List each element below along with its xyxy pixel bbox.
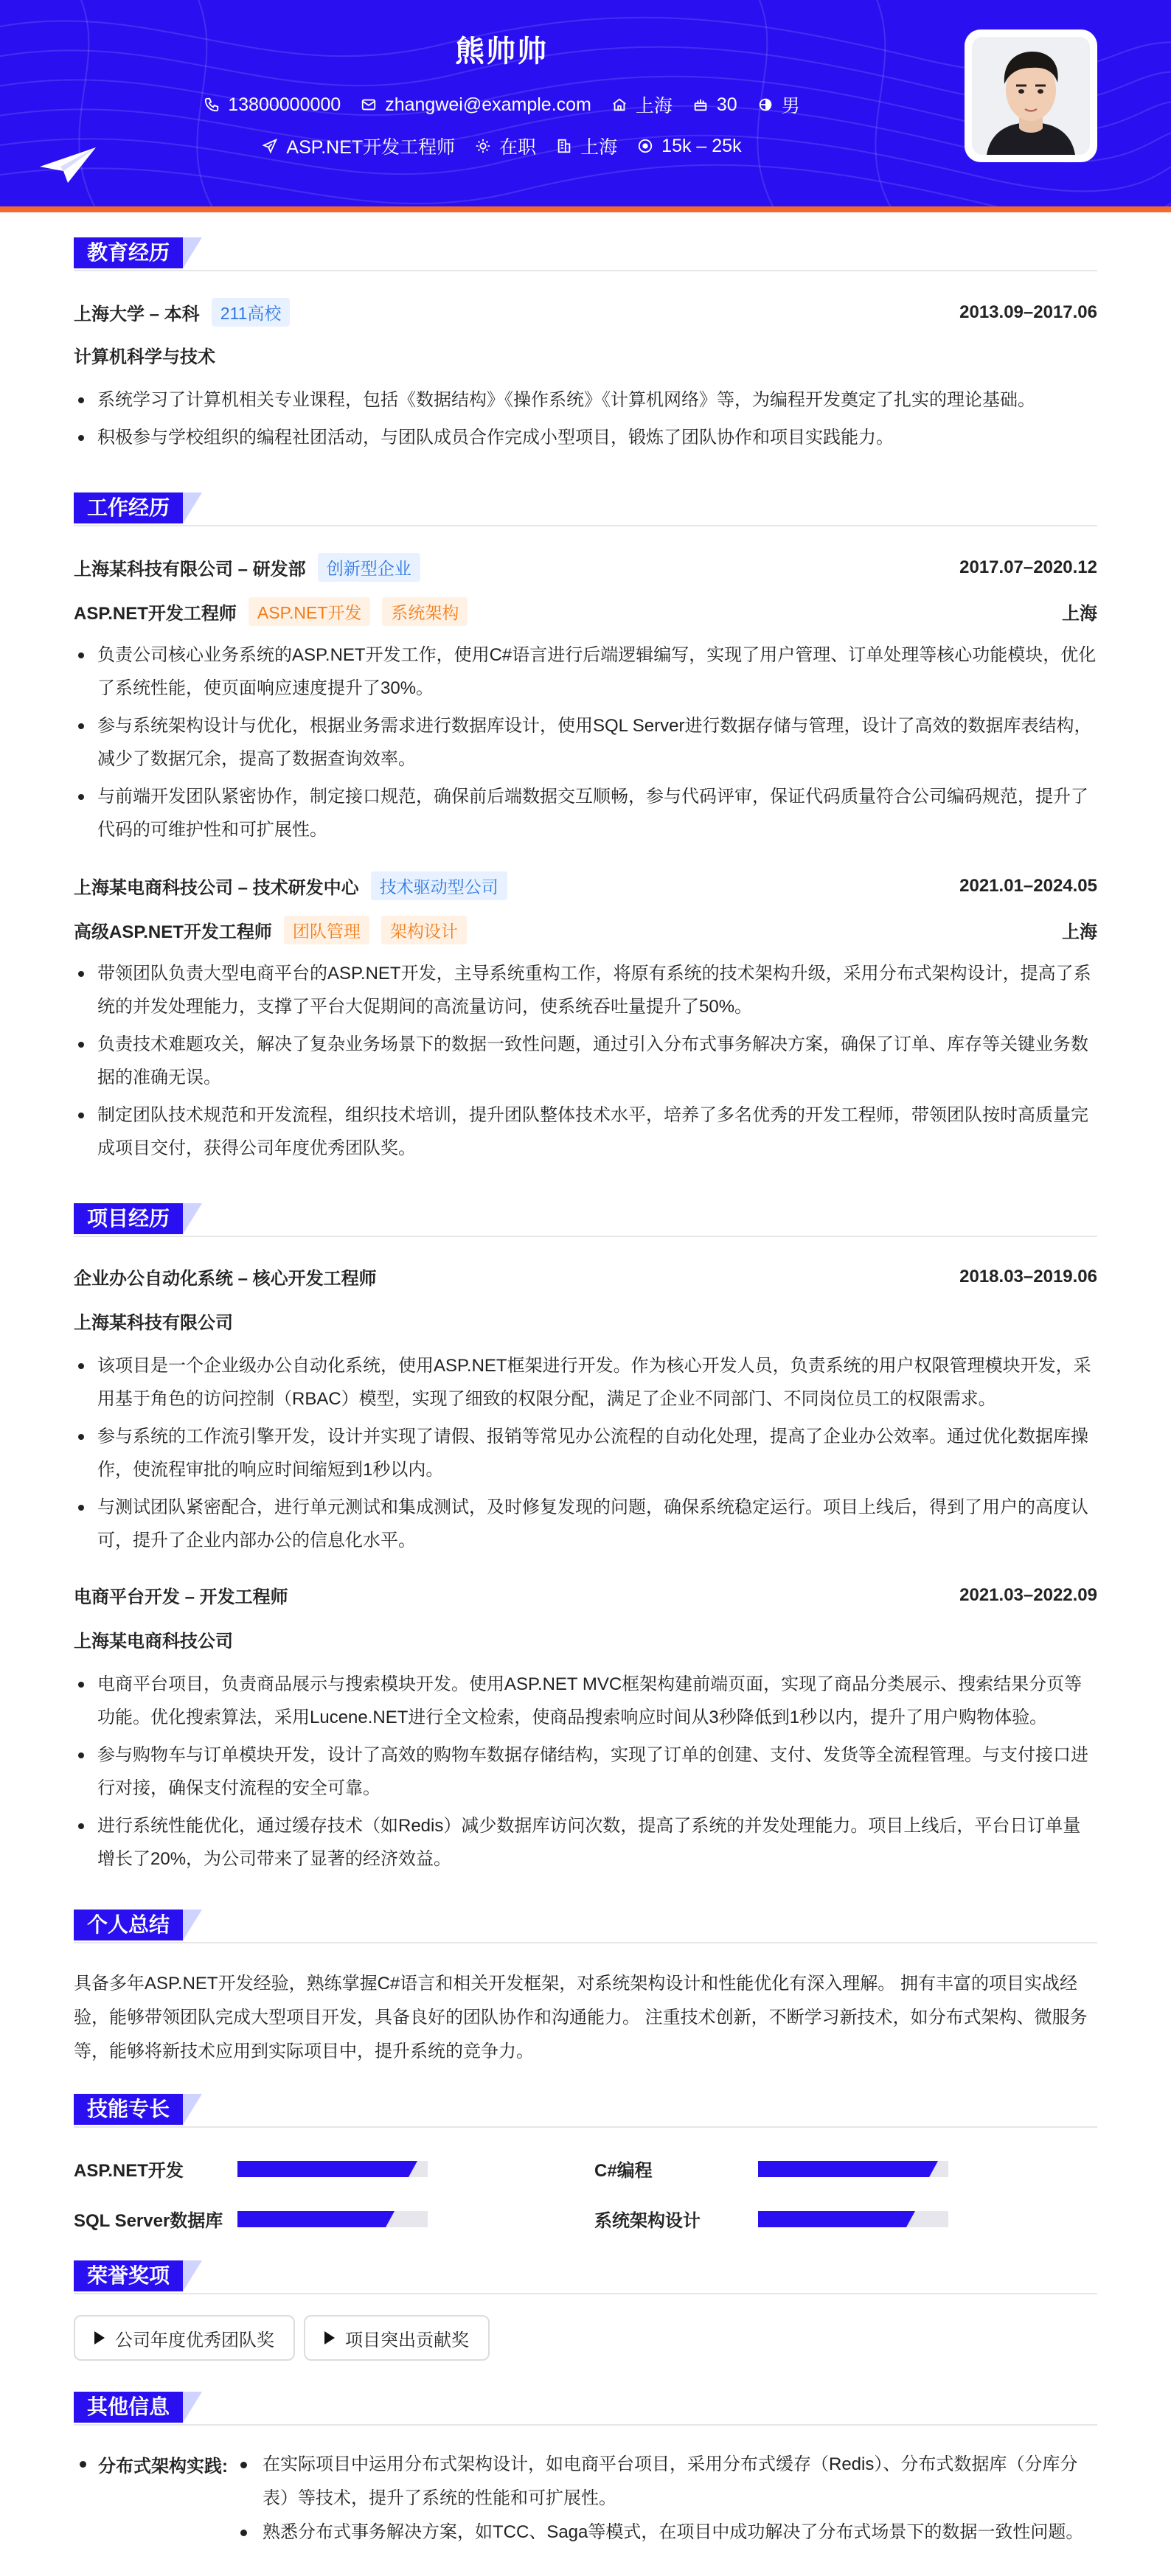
paper-plane-icon (38, 145, 97, 186)
role-tag: 架构设计 (381, 916, 467, 944)
section-tail (183, 2392, 202, 2423)
section-title-summary (74, 1910, 202, 1940)
mail-icon (360, 96, 378, 114)
section-divider (74, 270, 1097, 271)
work-0-bullets (74, 638, 1097, 851)
play-icon (324, 2331, 335, 2344)
section-title-work (74, 492, 202, 523)
list-item: 在实际项目中运用分布式架构设计，如电商平台项目，采用分布式缓存（Redis）、分布式数据库（分库分表）等技术，提升了系统的性能和可扩展性。 (237, 2448, 1097, 2516)
section-tail (183, 2260, 202, 2291)
project-title: 企业办公自动化系统 – 核心开发工程师 (74, 1269, 377, 1289)
major-row (74, 342, 1097, 368)
skill-bar-fill (237, 2211, 386, 2227)
work-date: 2017.07–2020.12 (959, 557, 1097, 577)
list-item: 负责公司核心业务系统的ASP.NET开发工作，使用C#语言进行后端逻辑编写，实现了用户管理、订单处理等核心功能模块，优化了系统性能，使页面响应速度提升了30%。 (74, 638, 1097, 705)
honor-item (304, 2315, 490, 2361)
section-title-education (74, 237, 202, 268)
section-title-projects (74, 1203, 202, 1234)
avatar (972, 37, 1090, 155)
skill-bar (758, 2161, 948, 2177)
project-date: 2021.03–2022.09 (959, 1584, 1097, 1605)
header-accent-stripe (0, 206, 1171, 212)
section-title-other (74, 2392, 202, 2423)
phone-item (203, 91, 341, 118)
list-item: 该项目是一个企业级办公自动化系统，使用ASP.NET框架进行开发。作为核心开发人员，负责系统的用户权限管理模块开发，采用基于角色的访问控制（RBAC）模型，实现了细致的权限分配，满足了企业不同部门、不同岗位员工的权限需求。 (74, 1349, 1097, 1416)
phone-icon (203, 96, 220, 114)
list-item: 参与购物车与订单模块开发，设计了高效的购物车数据存储结构，实现了订单的创建、支付、发货等全流程管理。与支付接口进行对接，确保支付流程的安全可靠。 (74, 1738, 1097, 1805)
work-location: 上海 (1062, 922, 1097, 942)
education-date: 2013.09–2017.06 (959, 302, 1097, 322)
candidate-name: 熊帅帅 (455, 35, 548, 68)
status-text: 在职 (499, 137, 537, 158)
skill-bar-fill (758, 2161, 929, 2177)
home-icon (611, 96, 628, 114)
city-text: 上海 (635, 96, 673, 116)
city-item (611, 91, 673, 118)
project-title: 电商平台开发 – 开发工程师 (74, 1587, 288, 1607)
section-label: 技能专长 (74, 2094, 183, 2125)
company-name: 上海某科技有限公司 – 研发部 (74, 560, 306, 579)
list-item: 与测试团队紧密配合，进行单元测试和集成测试，及时修复发现的问题，确保系统稳定运行。项目上线后，得到了用户的高度认可，提升了企业内部办公的信息化水平。 (74, 1491, 1097, 1557)
honor-label: 项目突出贡献奖 (345, 2330, 469, 2350)
other-info-key (80, 2451, 228, 2477)
section-tail (183, 1910, 202, 1940)
section-label: 其他信息 (74, 2392, 183, 2423)
section-divider (74, 1236, 1097, 1237)
play-icon (94, 2331, 105, 2344)
school-badge: 211高校 (212, 298, 291, 327)
project-0-header (74, 1264, 1097, 1289)
work-1-header (74, 871, 1097, 900)
role-tag: 团队管理 (284, 916, 369, 944)
salary-item (636, 133, 741, 159)
project-date: 2018.03–2019.06 (959, 1266, 1097, 1287)
project-0-company-row (74, 1308, 1097, 1334)
gender-icon (757, 96, 774, 114)
section-label: 项目经历 (74, 1203, 183, 1234)
contact-row (0, 91, 1003, 118)
phone-text: 13800000000 (228, 94, 341, 115)
role-tag: ASP.NET开发 (249, 597, 370, 626)
bullet-dot (80, 2461, 86, 2468)
project-company: 上海某科技有限公司 (74, 1313, 233, 1333)
skill-item (594, 2156, 948, 2182)
company-badge: 技术驱动型公司 (371, 871, 507, 900)
honor-label: 公司年度优秀团队奖 (115, 2330, 274, 2350)
list-item: 积极参与学校组织的编程社团活动，与团队成员合作完成小型项目，锻炼了团队协作和项目实践能力。 (74, 421, 1097, 454)
job-intent-row (0, 133, 1003, 159)
age-text: 30 (716, 94, 737, 115)
role-title: ASP.NET开发工程师 (74, 604, 237, 624)
list-item: 与前端开发团队紧密协作，制定接口规范，确保前后端数据交互顺畅，参与代码评审，保证代码质量符合公司编码规范，提升了代码的可维护性和可扩展性。 (74, 780, 1097, 846)
gender-item (757, 91, 800, 118)
salary-text: 15k – 25k (661, 135, 742, 156)
section-divider (74, 2424, 1097, 2426)
role-title: 高级ASP.NET开发工程师 (74, 922, 272, 942)
status-item (474, 133, 536, 159)
salary-icon (636, 137, 654, 155)
other-key-label: 分布式架构实践: (98, 2457, 228, 2476)
list-item: 参与系统架构设计与优化，根据业务需求进行数据库设计，使用SQL Server进行数据存储与管理，设计了高效的数据库表结构，减少了数据冗余，提高了数据查询效率。 (74, 709, 1097, 776)
work-1-role-row (74, 916, 1097, 944)
project-1-header (74, 1582, 1097, 1608)
skill-name: ASP.NET开发 (74, 2161, 184, 2181)
section-divider (74, 2126, 1097, 2128)
skill-item (74, 2206, 428, 2232)
gender-text: 男 (781, 96, 800, 116)
skill-name: 系统架构设计 (594, 2211, 701, 2231)
list-item: 带领团队负责大型电商平台的ASP.NET开发，主导系统重构工作，将原有系统的技术架构升级，采用分布式架构设计，提高了系统的并发处理能力，支撑了平台大促期间的高流量访问，使系统吞吐量提升了50%。 (74, 957, 1097, 1023)
list-item: 参与系统的工作流引擎开发，设计并实现了请假、报销等常见办公流程的自动化处理，提高了企业办公效率。通过优化数据库操作，使流程审批的响应时间缩短到1秒以内。 (74, 1420, 1097, 1486)
send-icon (261, 137, 279, 155)
target-city-text: 上海 (580, 137, 618, 158)
company-badge: 创新型企业 (318, 553, 420, 582)
project-1-company-row (74, 1626, 1097, 1652)
work-location: 上海 (1062, 604, 1097, 624)
list-item: 系统学习了计算机相关专业课程，包括《数据结构》《操作系统》《计算机网络》等，为编程开发奠定了扎实的理论基础。 (74, 383, 1097, 417)
work-date: 2021.01–2024.05 (959, 875, 1097, 896)
work-1-bullets (74, 957, 1097, 1169)
section-divider (74, 2293, 1097, 2294)
section-tail (183, 2094, 202, 2125)
summary-text: 具备多年ASP.NET开发经验，熟练掌握C#语言和相关开发框架，对系统架构设计和性能优化有深入理解。 拥有丰富的项目实战经验，能够带领团队完成大型项目开发，具备良好的团队协作和沟通能力。 注重技术创新，不断学习新技术，如分布式架构、微服务等，能够将新技术应用到实际项目中，提升系统的竞争力。 (74, 1974, 1088, 2061)
work-0-role-row (74, 597, 1097, 626)
education-header (74, 298, 1097, 327)
work-0-header (74, 553, 1097, 582)
role-tag: 系统架构 (382, 597, 468, 626)
resume-header (0, 0, 1171, 206)
email-item (360, 91, 591, 118)
list-item: 电商平台项目，负责商品展示与搜索模块开发。使用ASP.NET MVC框架构建前端页面，实现了商品分类展示、搜索结果分页等功能。优化搜索算法，采用Lucene.NET进行全文检索，使商品搜索响应时间从3秒降低到1秒以内，提升了用户购物体验。 (74, 1668, 1097, 1734)
skill-name: C#编程 (594, 2161, 653, 2181)
section-label: 工作经历 (74, 492, 183, 523)
skill-bar (237, 2211, 428, 2227)
section-tail (183, 1203, 202, 1234)
target-city-item (555, 133, 617, 159)
skill-name: SQL Server数据库 (74, 2211, 223, 2231)
skill-bar-fill (758, 2211, 906, 2227)
education-bullets (74, 383, 1097, 459)
job-title-text: ASP.NET开发工程师 (286, 137, 456, 158)
school-name: 上海大学 – 本科 (74, 304, 200, 324)
skill-item (74, 2156, 428, 2182)
list-item: 熟悉分布式事务解决方案，如TCC、Saga等模式，在项目中成功解决了分布式场景下的数据一致性问题。 (237, 2516, 1097, 2549)
section-label: 教育经历 (74, 237, 183, 268)
section-divider (74, 1942, 1097, 1943)
age-icon (692, 96, 709, 114)
section-title-honors (74, 2260, 202, 2291)
major: 计算机科学与技术 (74, 347, 215, 367)
section-label: 个人总结 (74, 1910, 183, 1940)
list-item: 负责技术难题攻关，解决了复杂业务场景下的数据一致性问题，通过引入分布式事务解决方案，确保了订单、库存等关键业务数据的准确无误。 (74, 1028, 1097, 1094)
avatar-frame (965, 29, 1097, 162)
section-divider (74, 525, 1097, 526)
other-info-list (237, 2448, 1097, 2549)
company-name: 上海某电商科技公司 – 技术研发中心 (74, 878, 359, 898)
project-company: 上海某电商科技公司 (74, 1632, 233, 1651)
section-label: 荣誉奖项 (74, 2260, 183, 2291)
email-text: zhangwei@example.com (385, 94, 591, 115)
job-title-item (261, 133, 455, 159)
status-icon (474, 137, 492, 155)
building-icon (555, 137, 573, 155)
skill-bar (758, 2211, 948, 2227)
list-item: 进行系统性能优化，通过缓存技术（如Redis）减少数据库访问次数，提高了系统的并发处理能力。项目上线后，平台日订单量增长了20%，为公司带来了显著的经济效益。 (74, 1809, 1097, 1876)
section-tail (183, 237, 202, 268)
list-item: 制定团队技术规范和开发流程，组织技术培训，提升团队整体技术水平，培养了多名优秀的开发工程师，带领团队按时高质量完成项目交付，获得公司年度优秀团队奖。 (74, 1099, 1097, 1165)
age-item (692, 91, 737, 118)
section-tail (183, 492, 202, 523)
skill-bar (237, 2161, 428, 2177)
honor-item (74, 2315, 295, 2361)
skill-bar-fill (237, 2161, 409, 2177)
skill-item (594, 2206, 948, 2232)
project-1-bullets (74, 1668, 1097, 1880)
section-title-skills (74, 2094, 202, 2125)
project-0-bullets (74, 1349, 1097, 1562)
